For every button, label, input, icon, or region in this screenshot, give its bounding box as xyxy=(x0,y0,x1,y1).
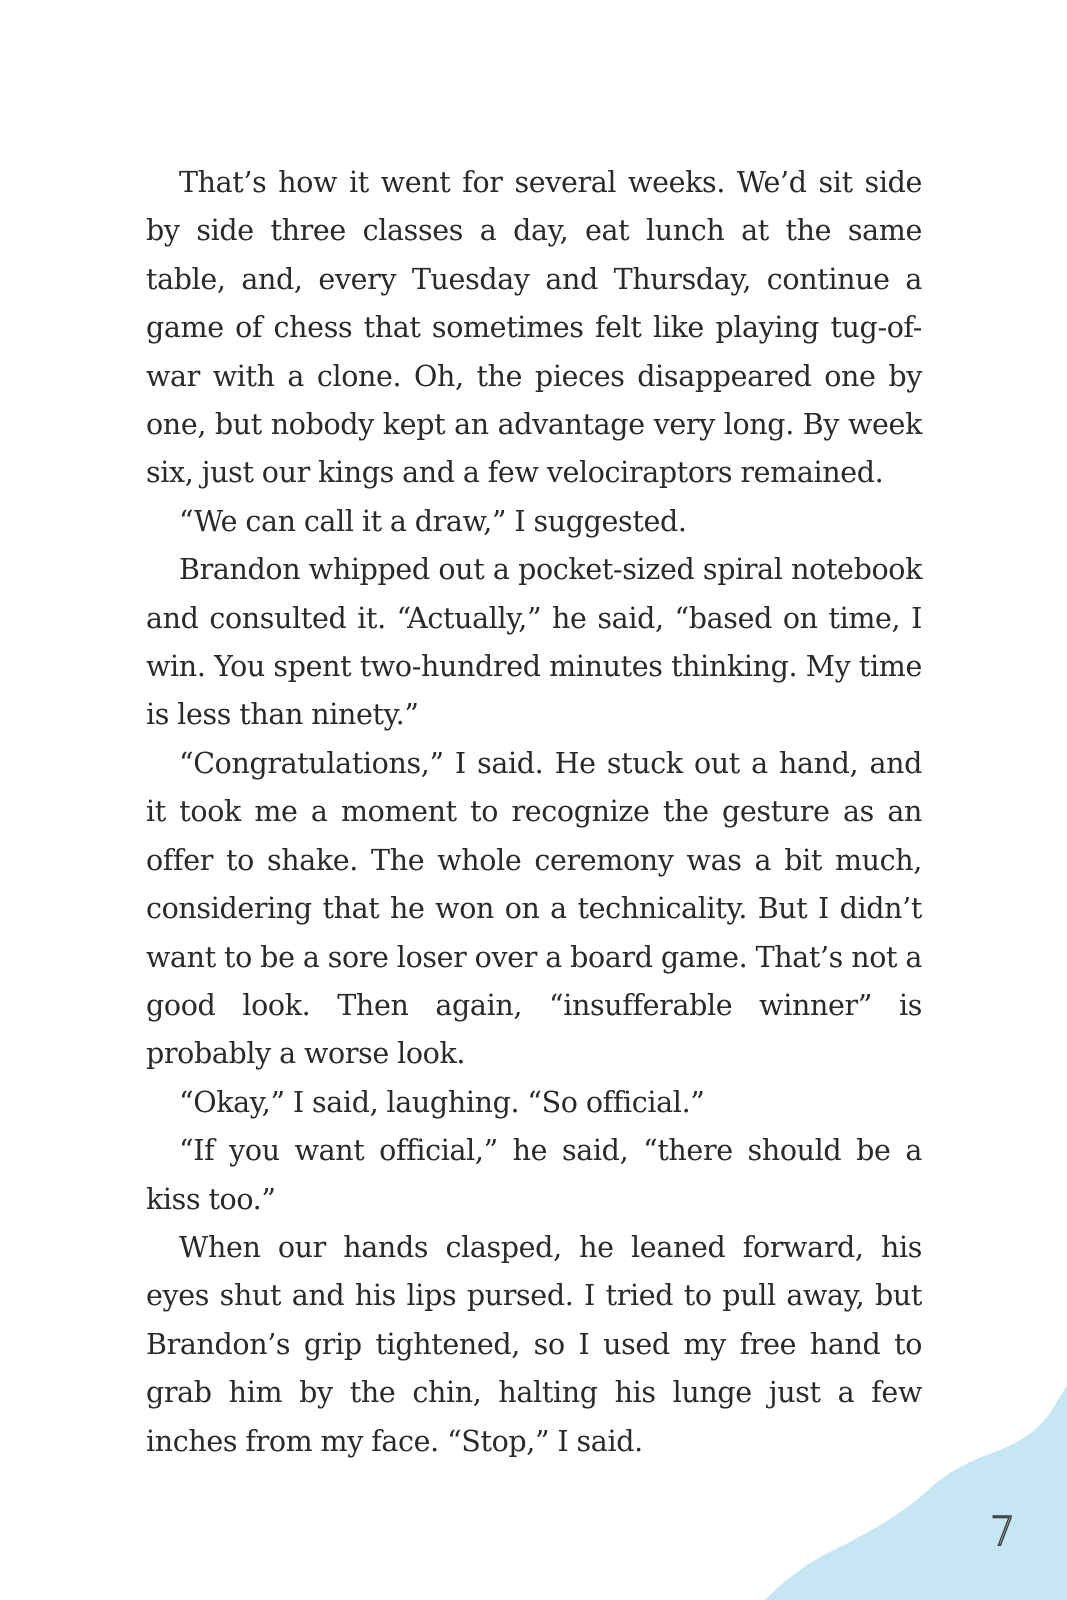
page-number: 7 xyxy=(990,1509,1016,1555)
paragraph: Brandon whipped out a pocket-sized spiral notebook and consulted it. “Actually,” he said, “based on time, I win. You spent two-hundred minutes thinking. My time is less than ninety.” xyxy=(146,553,922,732)
paragraph: That’s how it went for several weeks. We’d sit side by side three classes a day, eat lunch at the same table, and, every Tuesday and Thursday, continue a game of chess that sometimes felt like playing tug-of-war with a clone. Oh, the pieces disappeared one by one, but nobody kept an advantage very long. By week six, just our kings and a few velociraptors remained. xyxy=(146,166,922,490)
paragraph: “If you want official,” he said, “there should be a kiss too.” xyxy=(146,1134,922,1216)
paragraph: When our hands clasped, he leaned forward, his eyes shut and his lips pursed. I tried to pull away, but Brandon’s grip tightened, so I used my free hand to grab him by the chin, halting his lunge just a few inches from my face. “Stop,” I said. xyxy=(146,1230,922,1458)
paragraph: “We can call it a draw,” I suggested. xyxy=(179,504,687,538)
paragraph: “Okay,” I said, laughing. “So official.” xyxy=(179,1085,705,1119)
body-text xyxy=(146,159,922,1466)
paragraph: “Congratulations,” I said. He stuck out a hand, and it took me a moment to recognize the gesture as an offer to shake. The whole ceremony was a bit much, considering that he won on a technicality. But I didn’t want to be a sore loser over a board game. That’s not a good look. Then again, “insufferable winner” is probably a worse look. xyxy=(146,746,922,1071)
